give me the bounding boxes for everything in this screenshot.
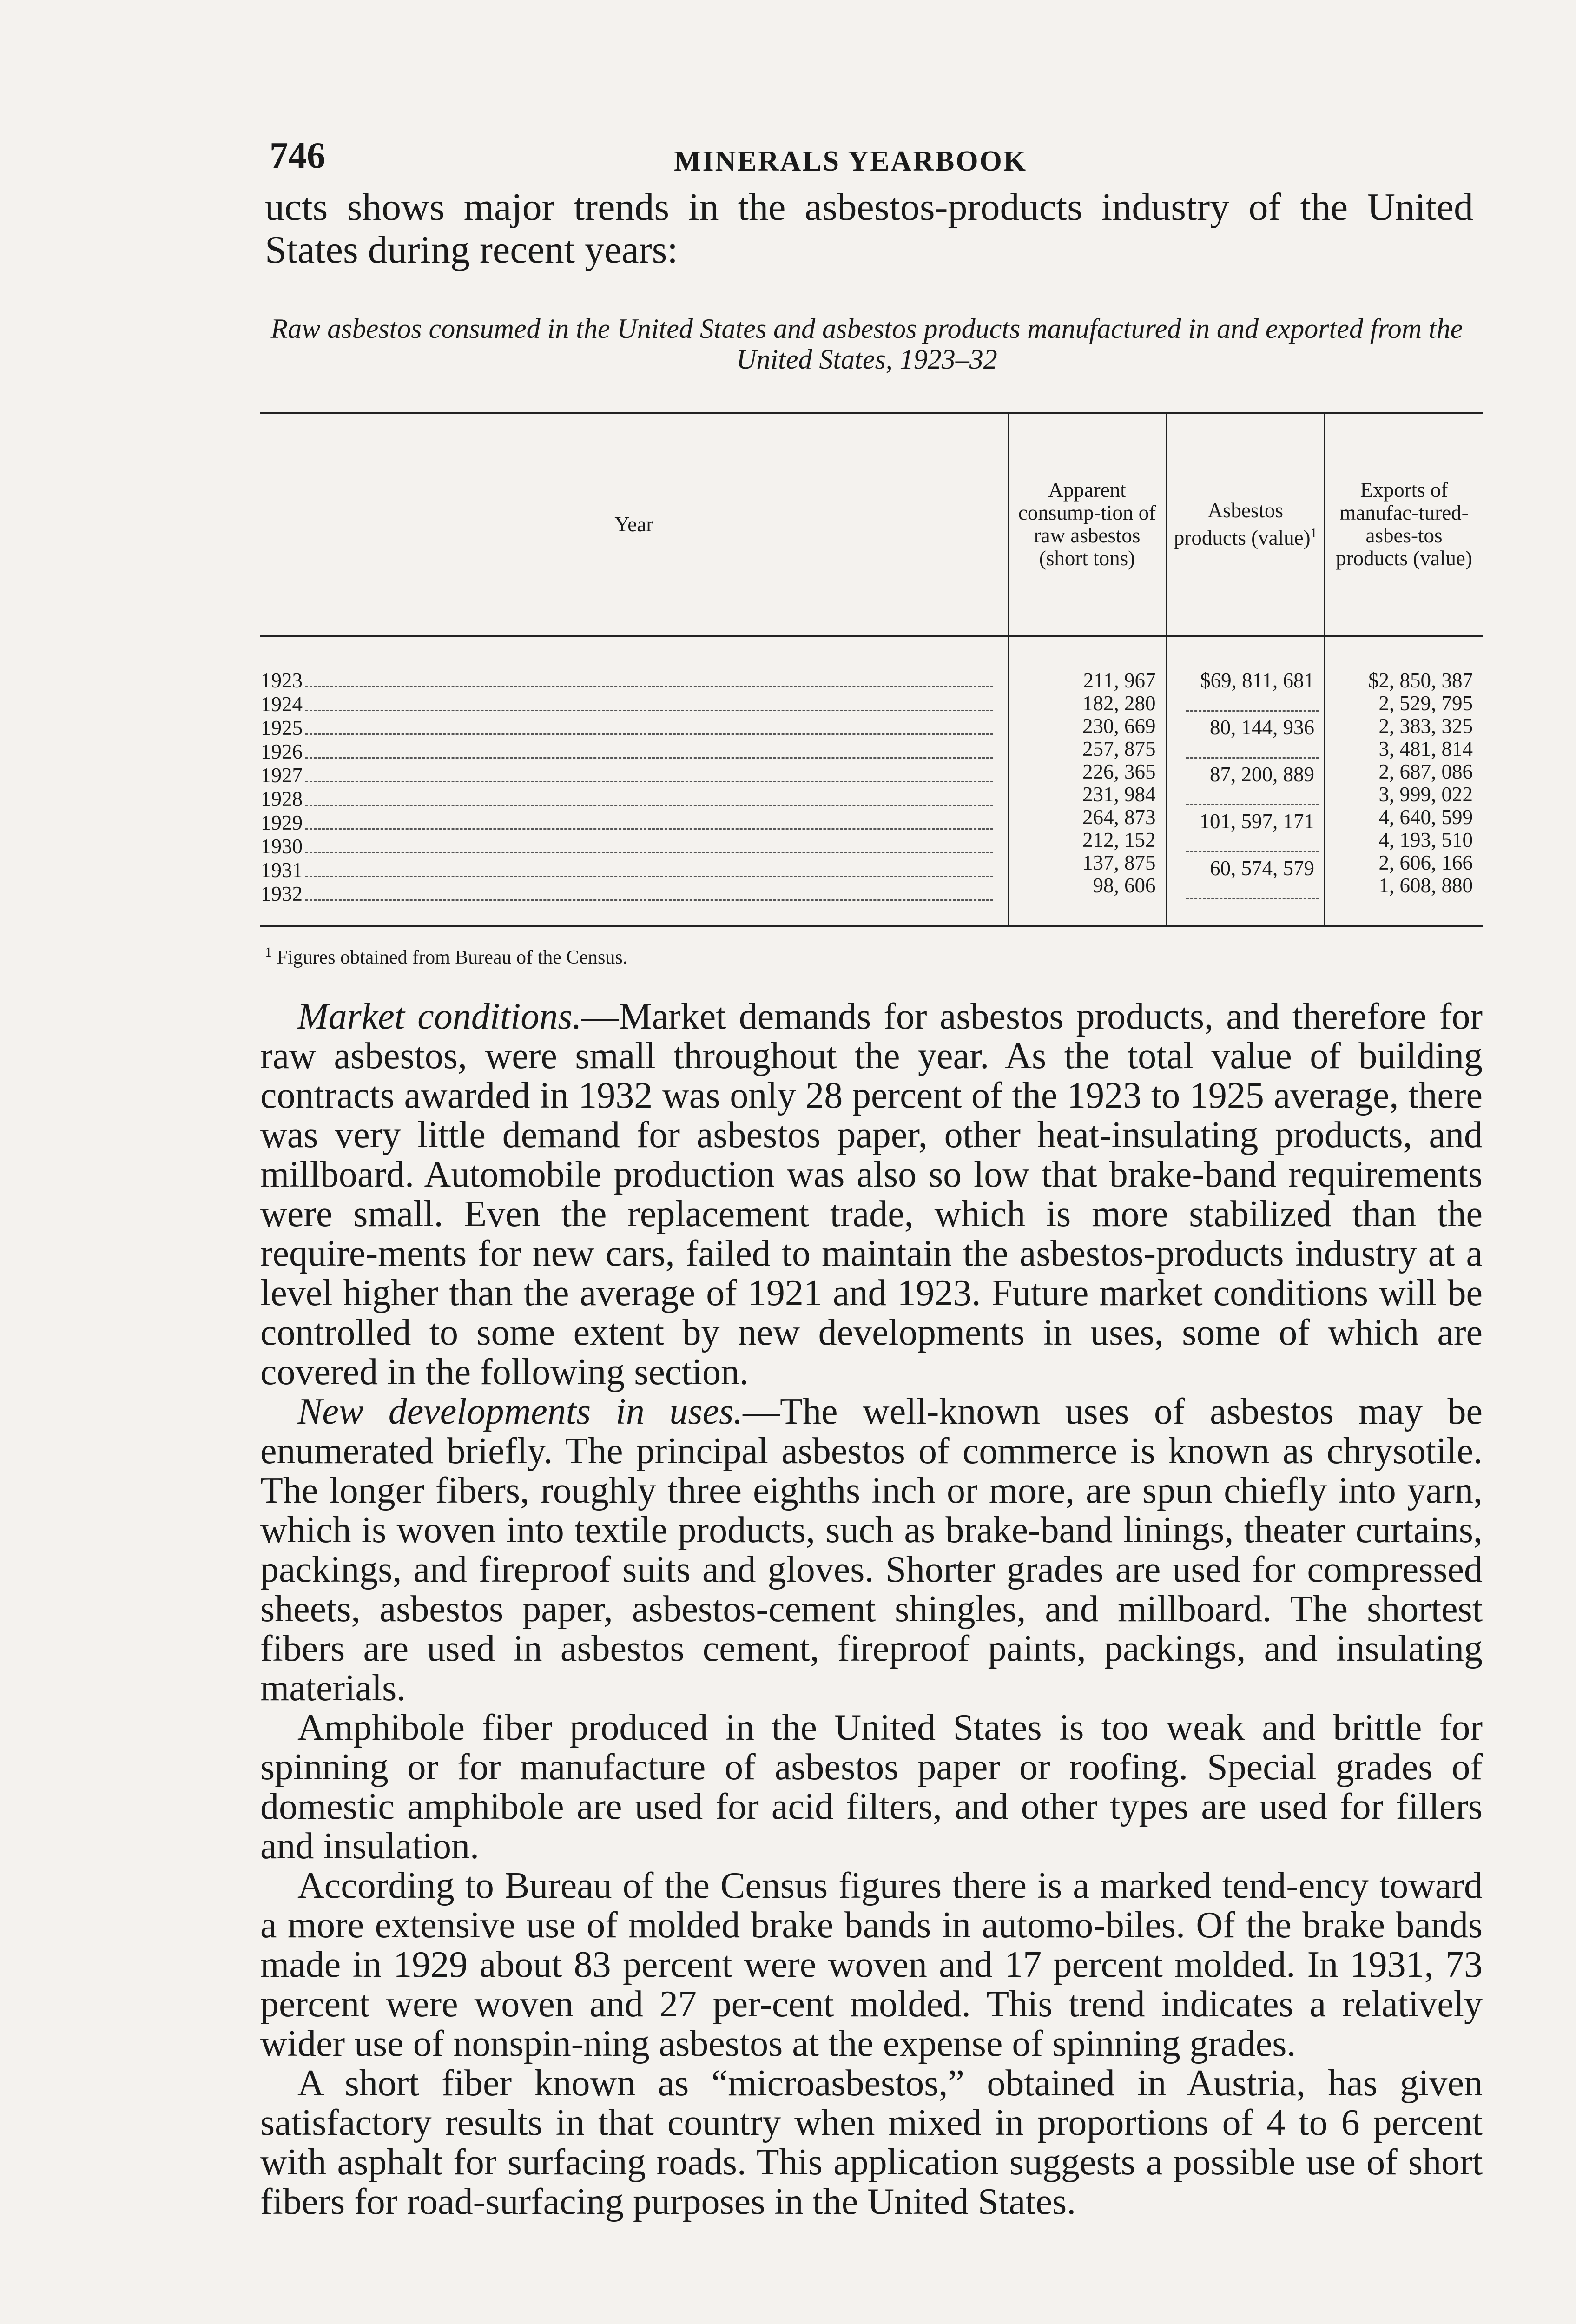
table-cell-exports: 4, 640, 599 xyxy=(1378,805,1473,829)
table-cell-exports: 1, 608, 880 xyxy=(1378,874,1473,897)
table-cell-products xyxy=(1186,884,1319,899)
table-cell-products: 87, 200, 889 xyxy=(1209,763,1314,786)
table-cell-consumption: 257, 875 xyxy=(1082,737,1156,760)
table-cell-exports: 2, 383, 325 xyxy=(1378,714,1473,738)
table-cell-products: 60, 574, 579 xyxy=(1209,857,1314,880)
table-row-year: 1924 xyxy=(261,693,1007,717)
running-head: MINERALS YEARBOOK xyxy=(674,145,1028,177)
table-cell-products: 80, 144, 936 xyxy=(1209,716,1314,739)
footnote-marker: 1 xyxy=(1310,526,1317,541)
table-cell-consumption: 231, 984 xyxy=(1082,783,1156,806)
table-cell-consumption: 211, 967 xyxy=(1083,669,1156,692)
table-cell-consumption: 230, 669 xyxy=(1082,714,1156,738)
col-header-exports: Exports of manufac-tured-asbes-tos products (value) xyxy=(1325,413,1483,636)
table-header-row xyxy=(260,413,1483,636)
body-paragraph: According to Bureau of the Census figures there is a marked tend-ency toward a more extensive use of molded brake bands in automo-biles. Of the brake bands made in 1929 about 83 percent were woven and 17 percent molded. In 1931, 73 percent were woven and 27 per-cent molded. This trend indicates a relatively wider use of nonspin-ning asbestos at the expense of spinning grades. xyxy=(260,1865,1483,2064)
table-footnote: $^1$ Figures obtained from Bureau of the Census. xyxy=(265,944,628,968)
body-paragraph: New developments in uses.—The well-known uses of asbestos may be enumerated briefly. The principal asbestos of commerce is known as chrysotile. The longer fibers, roughly three eighths inch or more, are spun chiefly into yarn, which is woven into textile products, such as brake-band linings, theater curtains, packings, and fireproof suits and gloves. Shorter grades are used for compressed sheets, asbestos paper, asbestos-cement shingles, and millboard. The shortest fibers are used in asbestos cement, fireproof paints, packings, and insulating materials. xyxy=(260,1391,1483,1709)
page-header xyxy=(251,116,1483,177)
table-row-year: 1923 xyxy=(261,669,1007,693)
table-row-year: 1925 xyxy=(261,717,1007,740)
col-header-year: Year xyxy=(260,413,1008,636)
body-text xyxy=(260,997,1483,2222)
body-paragraph: Market conditions.—Market demands for asbestos products, and therefore for raw asbestos, were small throughout the year. As the total value of building contracts awarded in 1932 was only 28 percent of the 1923 to 1925 average, there was very little demand for asbestos paper, other heat-insulating products, and millboard. Automobile production was also so low that brake-band requirements were small. Even the replacement trade, which is more stabilized than the require-ments for new cars, failed to maintain the asbestos-products industry at a level higher than the average of 1921 and 1923. Future market conditions will be controlled to some extent by new developments in uses, some of which are covered in the following section. xyxy=(260,996,1483,1393)
table-row-year: 1930 xyxy=(261,835,1007,859)
table-cell-products xyxy=(1186,790,1319,805)
document-page xyxy=(251,116,1483,2222)
table-cell-products xyxy=(1186,696,1319,712)
products-column xyxy=(1166,636,1325,926)
table-caption: Raw asbestos consumed in the United States and asbestos products manufactured in and exported from the United States, 1923–32 xyxy=(270,313,1463,375)
table-cell-exports: 3, 481, 814 xyxy=(1378,737,1473,760)
body-paragraph: Amphibole fiber produced in the United States is too weak and brittle for spinning or for manufacture of asbestos paper or roofing. Special grades of domestic amphibole are used for acid filters, and other types are used for fillers and insulation. xyxy=(260,1707,1483,1867)
table-row-year: 1927 xyxy=(261,764,1007,788)
table-cell-consumption: 137, 875 xyxy=(1082,851,1156,874)
asbestos-table xyxy=(260,412,1483,927)
table-row-year: 1932 xyxy=(261,883,1007,906)
consumption-column xyxy=(1008,636,1166,926)
table-cell-products: $69, 811, 681 xyxy=(1200,669,1314,692)
table-body-row xyxy=(260,636,1483,926)
table-cell-consumption: 226, 365 xyxy=(1082,760,1156,783)
page-number: 746 xyxy=(270,135,325,176)
table-cell-consumption: 264, 873 xyxy=(1082,805,1156,829)
table-cell-exports: 2, 606, 166 xyxy=(1378,851,1473,874)
table-cell-consumption: 98, 606 xyxy=(1093,874,1156,897)
table-cell-products xyxy=(1186,743,1319,759)
table-cell-exports: 3, 999, 022 xyxy=(1378,783,1473,806)
table-row-year: 1928 xyxy=(261,788,1007,812)
table-cell-exports: $2, 850, 387 xyxy=(1368,669,1473,692)
table-cell-exports: 4, 193, 510 xyxy=(1378,828,1473,852)
col-header-consumption: Apparent consump-tion of raw asbestos (short tons) xyxy=(1008,413,1166,636)
table-row-year: 1929 xyxy=(261,812,1007,835)
table-cell-exports: 2, 687, 086 xyxy=(1378,760,1473,783)
table-cell-products xyxy=(1186,837,1319,852)
table-cell-exports: 2, 529, 795 xyxy=(1378,692,1473,715)
footnote-marker: 1 xyxy=(265,944,272,960)
body-paragraph: A short fiber known as “microasbestos,” obtained in Austria, has given satisfactory results in that country when mixed in proportions of 4 to 6 percent with asphalt for surfacing roads. This application suggests a possible use of short fibers for road-surfacing purposes in the United States. xyxy=(260,2063,1483,2222)
table-cell-consumption: 212, 152 xyxy=(1082,828,1156,852)
table-cell-products: 101, 597, 171 xyxy=(1199,810,1314,833)
table-cell-consumption: 182, 280 xyxy=(1082,692,1156,715)
table-row-year: 1931 xyxy=(261,859,1007,883)
exports-column xyxy=(1325,636,1483,926)
col-header-products: Asbestos products (value)$^1$ xyxy=(1166,413,1325,636)
year-column xyxy=(260,636,1008,926)
table-row-year: 1926 xyxy=(261,740,1007,764)
intro-text: ucts shows major trends in the asbestos-products industry of the United States during recent years: xyxy=(265,185,1473,271)
